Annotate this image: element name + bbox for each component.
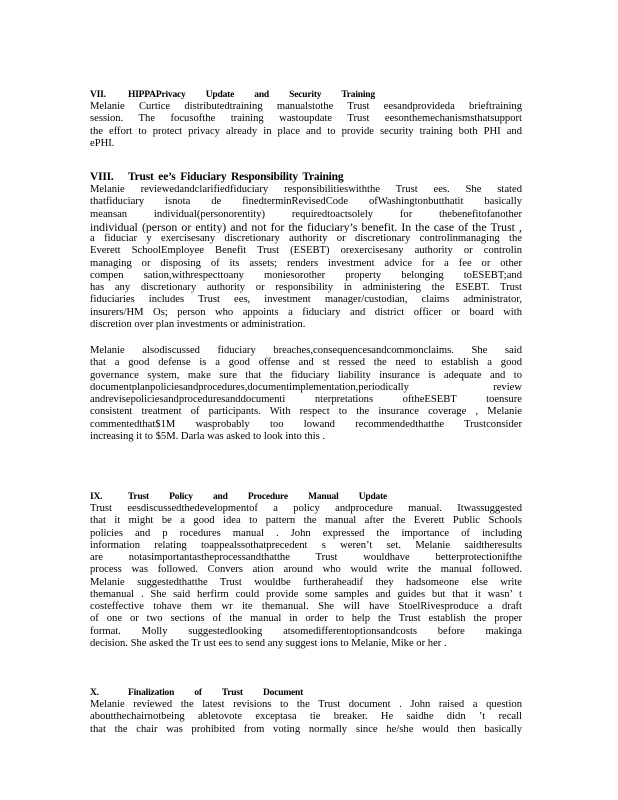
text-line: documentplanpoliciesandprocedures,documentimplementation,periodically review: [90, 381, 522, 393]
text-line: Trust eesdiscussedthedevelopmentof a policy andprocedure manual. Itwassuggested: [90, 503, 522, 514]
text-line: has any discretionary authority or responsibility in administering the ESEBT. Trust: [90, 282, 522, 293]
text-line: ePHI.: [90, 137, 115, 149]
section-policy-manual: [90, 492, 522, 650]
text-line: information relating toappealssothatprecedent s weren’t set. Melanie saidtheresults: [90, 539, 522, 551]
text-line: meansan individual(personorentity) requiredtoactsolely for thebenefitofanother: [90, 208, 522, 220]
section-title: HIPPAPrivacy Update and Security Training: [128, 90, 375, 100]
text-line: compen sation,withrespecttoany moniesorother property belonging toESEBT;and: [90, 269, 522, 281]
paragraph: [90, 184, 522, 331]
text-line: andrevisepoliciesandproceduresanddocumenti nterpretations oftheESEBT toensure: [90, 394, 522, 405]
text-line: process was followed. Convers ation around who would write the manual followed.: [90, 564, 522, 576]
text-line: Melanie reviewedandclarifiedfiduciary responsibilitieswiththe Trust ees. She stated: [90, 184, 522, 195]
text-line: discretion over plan investments or administration.: [90, 318, 306, 330]
section-heading: [90, 688, 522, 699]
section-heading: [90, 90, 522, 101]
section-number: IX.: [90, 492, 103, 502]
text-line: that it might be a good idea to pattern the manual after the Everett Public Schools: [90, 515, 522, 527]
text-line: the effort to protect privacy already in place and to provide security training both PHI and: [90, 125, 522, 137]
text-line: themanual . She said herfirm could provide some samples and guides but that it wasn’ t: [90, 588, 522, 600]
text-line: a fiduciar y exercisesany discretionary authority or discretionary controlinmanaging the: [90, 233, 522, 244]
text-line: Melanie suggestedthatthe Trust wouldbe furtheraheadif they hadsomeone else write: [90, 576, 522, 588]
section-title: Finalization of Trust Document: [128, 688, 304, 698]
text-line: managing or disposing of its assets; renders investment advice for a fee or other: [90, 257, 522, 269]
text-line: policies and p rocedures manual . John expressed the importance of including: [90, 527, 522, 539]
text-line: commentedthat$1M wasprobably too lowand recommendedthatthe Trustconsider: [90, 418, 522, 430]
text-line: insurers/HM Os; person who appoints a fiduciary and district officer or board with: [90, 306, 522, 318]
section-number: X.: [90, 688, 99, 698]
text-line: costeffective tohave them wr ite themanual. She will have StoelRivesproduce a draft: [90, 601, 522, 612]
text-line: governance system, make sure that the fiduciary liability insurance is adequate and to: [90, 369, 522, 381]
paragraph: [90, 699, 522, 736]
section-number: VII.: [90, 90, 106, 100]
text-line: decision. She asked the Tr ust ees to send any suggest ions to Melanie, Mike or her .: [90, 637, 447, 649]
section-trust-document: [90, 688, 522, 736]
text-line: fiduciaries includes Trust ees, investment manager/custodian, claims administrator,: [90, 294, 522, 306]
text-line: Melanie alsodiscussed fiduciary breaches,consequencesandcommonclaims. She said: [90, 345, 522, 356]
text-line: Everett SchoolEmployee Benefit Trust (ESEBT) orexercisesany authority or controlin: [90, 245, 522, 257]
text-line: are notasimportantastheprocessandthatthe Trust wouldhave betterprotectionifthe: [90, 552, 522, 563]
paragraph: [90, 345, 522, 443]
text-line: aboutthechairnotbeing abletovote exceptasa tie breaker. He saidhe didn ’t recall: [90, 711, 522, 723]
text-line: thatfiduciary isnota de finedterminRevisedCode ofWashingtonbutthatit basically: [90, 196, 522, 208]
text-line: of one or two sections of the manual in order to help the Trust establish the proper: [90, 613, 522, 625]
section-number: VIII.: [90, 171, 114, 183]
text-line: Melanie reviewed the latest revisions to the Trust document . John raised a question: [90, 699, 522, 710]
paragraph: [90, 101, 522, 150]
text-line: individual (person or entity) and not for the fiduciary’s benefit. In the case of the Trust ,: [90, 220, 522, 233]
text-line: Melanie Curtice distributedtraining manualstothe Trust eesandprovideda brieftraining: [90, 101, 522, 112]
text-line: session. The focusofthe training wastoupdate Trust eesonthemechanismsthatsupport: [90, 113, 522, 125]
paragraph: [90, 503, 522, 650]
section-heading: [90, 171, 522, 184]
section-heading: [90, 492, 522, 503]
text-line: that a good defense is a good offense and st ressed the need to establish a good: [90, 357, 522, 369]
text-line: format. Molly suggestedlooking atsomedifferentoptionsandcosts before makinga: [90, 625, 522, 637]
section-title: Trust Policy and Procedure Manual Update: [128, 492, 388, 502]
section-fiduciary-training: [90, 171, 522, 443]
text-line: consistent treatment of participants. With respect to the insurance coverage , Melanie: [90, 406, 522, 418]
section-title: Trust ee’s Fiduciary Responsibility Training: [128, 171, 344, 183]
text-line: that the chair was prohibited from voting normally since he/she would then basically: [90, 723, 522, 735]
section-hippa-training: [90, 90, 522, 150]
text-line: increasing it to $5M. Darla was asked to look into this .: [90, 430, 326, 442]
